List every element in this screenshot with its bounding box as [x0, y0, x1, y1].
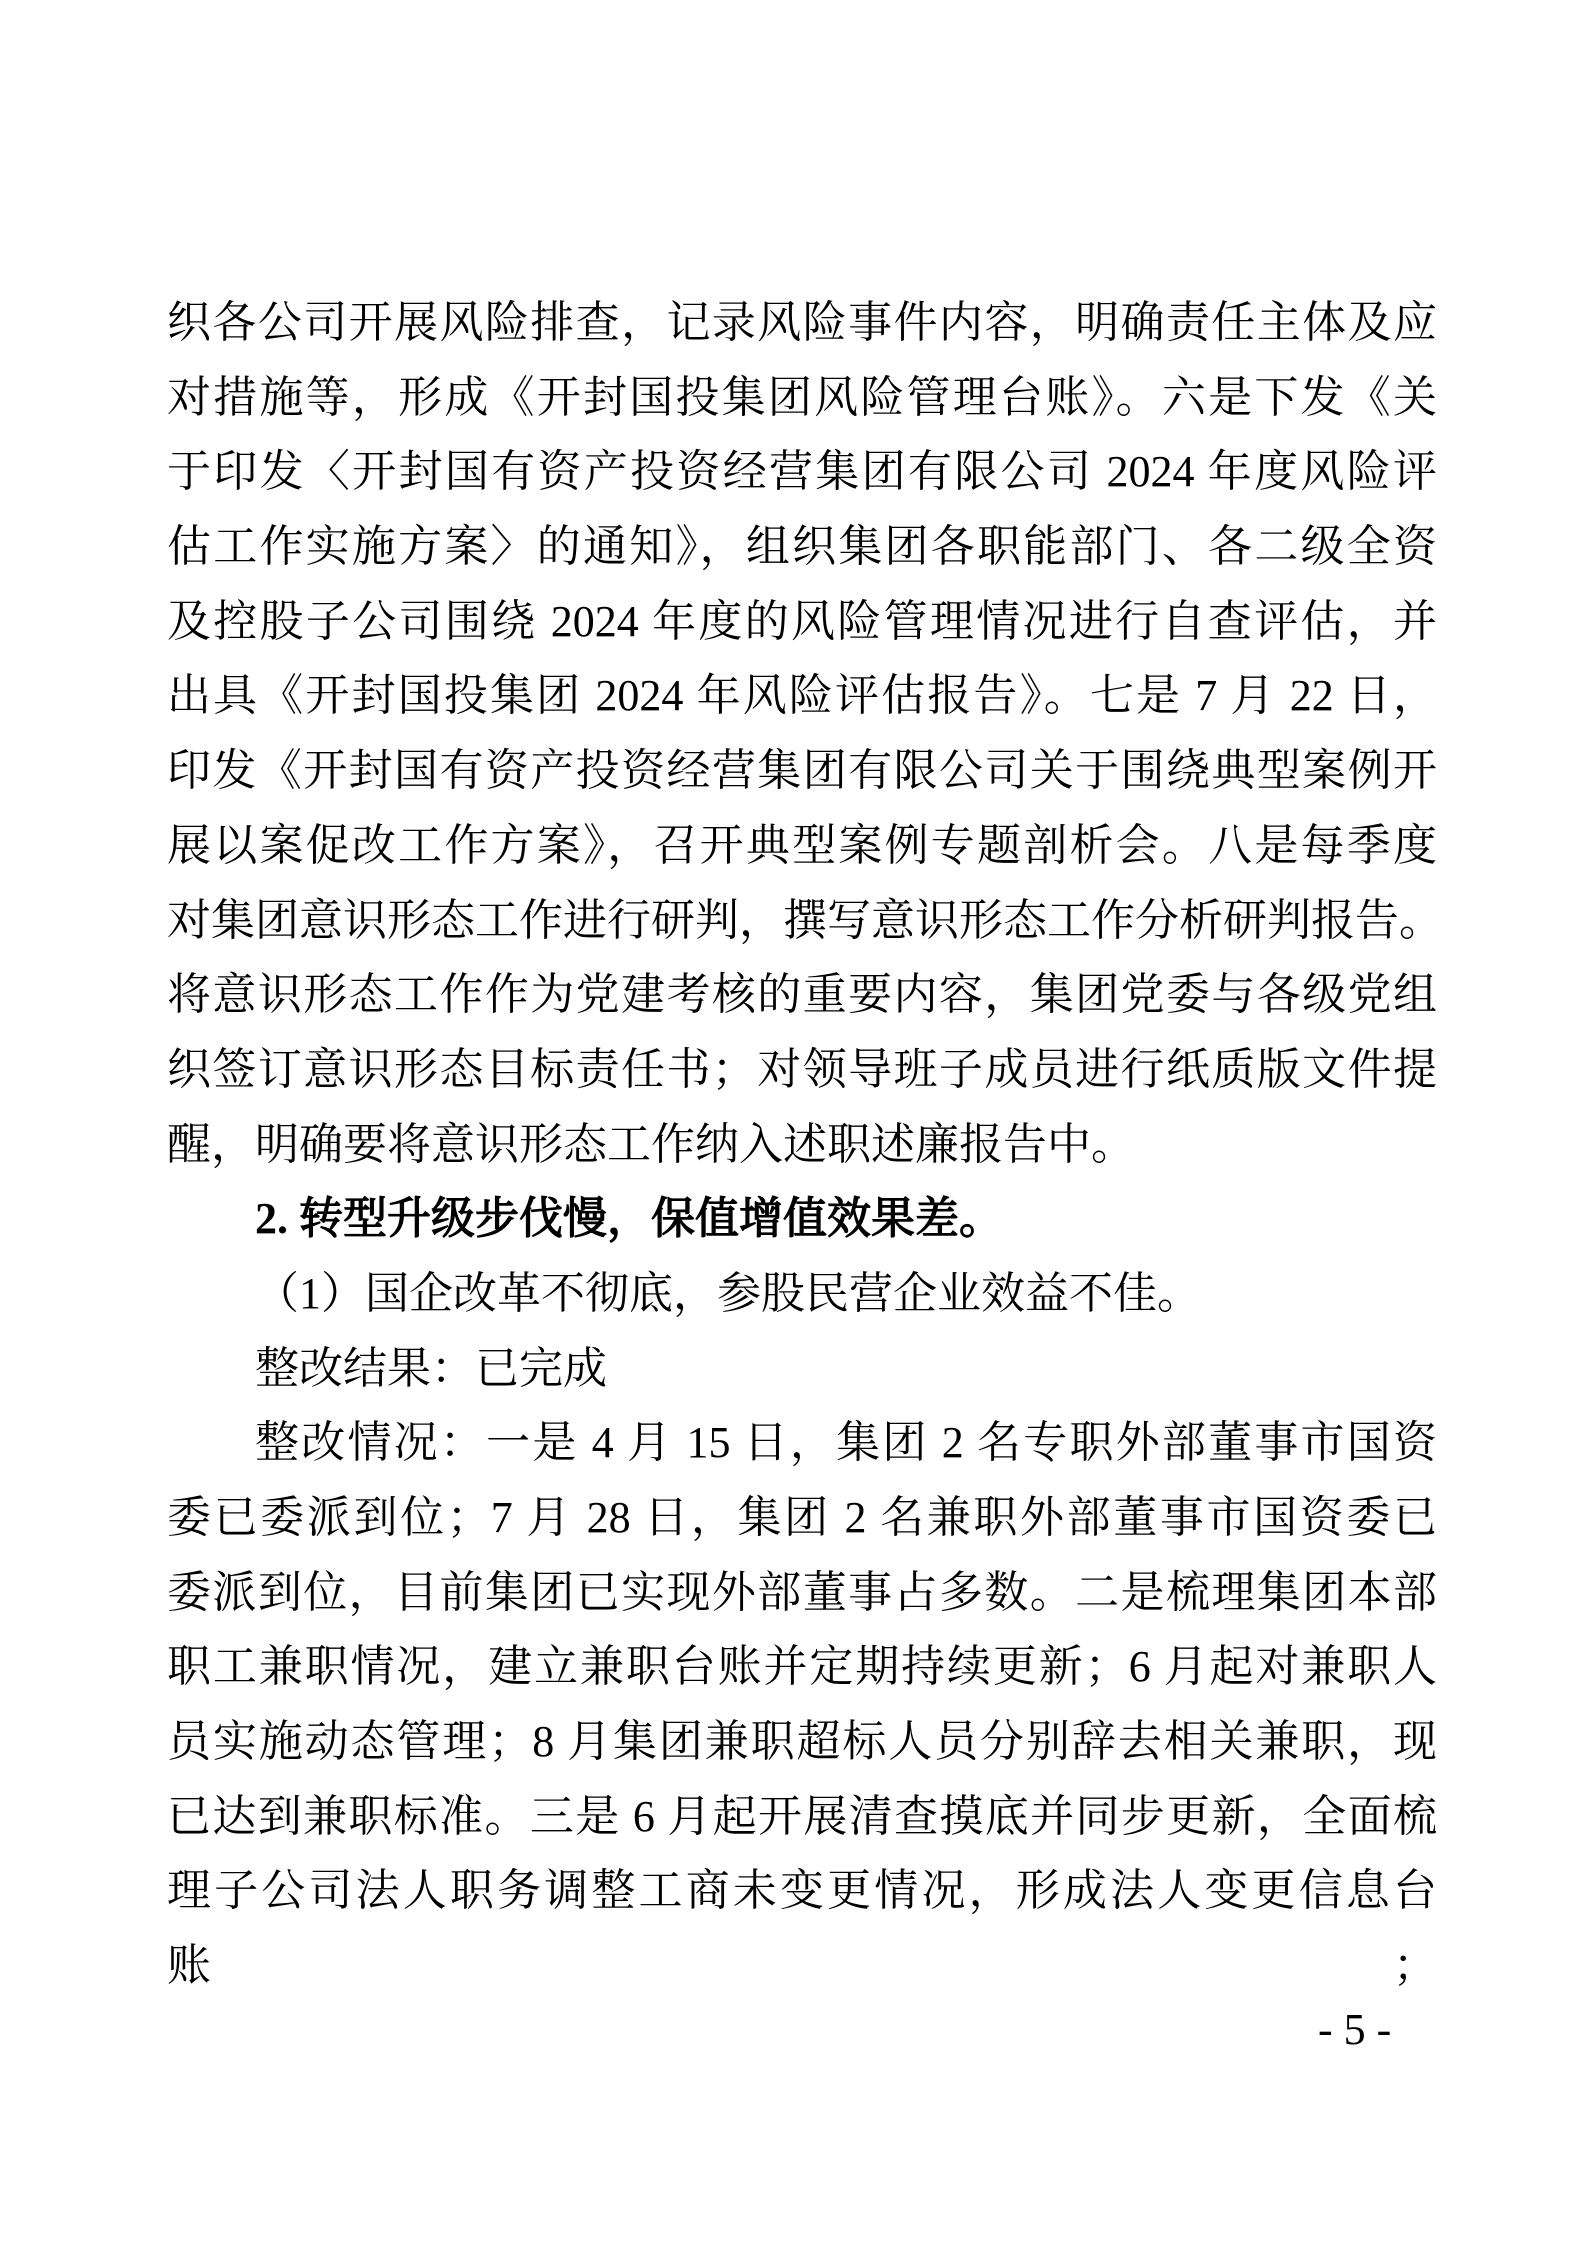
body-line: 印发《开封国有资产投资经营集团有限公司关于围绕典型案例开 [167, 746, 1437, 796]
page-number: - 5 - [1318, 2005, 1392, 2054]
body-line: 委派到位，目前集团已实现外部董事占多数。二是梳理集团本部 [167, 1567, 1437, 1617]
body-line: 醒，明确要将意识形态工作纳入述职述廉报告中。 [167, 1119, 1135, 1169]
body-line: 于印发〈开封国有资产投资经营集团有限公司 2024 年度风险评 [167, 447, 1437, 497]
rectification-result-line: 整改结果：已完成 [255, 1343, 607, 1393]
body-line: 委已委派到位；7 月 28 日，集团 2 名兼职外部董事市国资委已 [167, 1493, 1437, 1542]
body-line: 对集团意识形态工作进行研判，撰写意识形态工作分析研判报告。 [167, 895, 1443, 945]
rectification-status-line: 整改情况：一是 4 月 15 日，集团 2 名专职外部董事市国资 [255, 1418, 1437, 1468]
body-line: 理子公司法人职务调整工商未变更情况，形成法人变更信息台账； [167, 1866, 1437, 1991]
section-heading: 2. 转型升级步伐慢，保值增值效果差。 [255, 1194, 1003, 1244]
body-line: 出具《开封国投集团 2024 年风险评估报告》。七是 7 月 22 日， [167, 671, 1437, 721]
body-line: 职工兼职情况，建立兼职台账并定期持续更新；6 月起对兼职人 [167, 1642, 1437, 1692]
body-line: 对措施等，形成《开封国投集团风险管理台账》。六是下发《关 [167, 372, 1437, 422]
body-line: 展以案促改工作方案》，召开典型案例专题剖析会。八是每季度 [167, 820, 1437, 870]
body-line: 织签订意识形态目标责任书；对领导班子成员进行纸质版文件提 [167, 1044, 1437, 1094]
body-line: 将意识形态工作作为党建考核的重要内容，集团党委与各级党组 [167, 970, 1437, 1020]
body-line: 及控股子公司围绕 2024 年度的风险管理情况进行自查评估，并 [167, 596, 1437, 646]
body-line: 员实施动态管理；8 月集团兼职超标人员分别辞去相关兼职，现 [167, 1717, 1437, 1767]
body-line: 织各公司开展风险排查，记录风险事件内容，明确责任主体及应 [167, 298, 1437, 347]
body-line: 已达到兼职标准。三是 6 月起开展清查摸底并同步更新，全面梳 [167, 1791, 1437, 1841]
sub-heading: （1）国企改革不彻底，参股民营企业效益不佳。 [255, 1268, 1201, 1318]
document-body [167, 286, 1443, 1991]
body-line: 估工作实施方案〉的通知》，组织集团各职能部门、各二级全资 [167, 522, 1437, 572]
